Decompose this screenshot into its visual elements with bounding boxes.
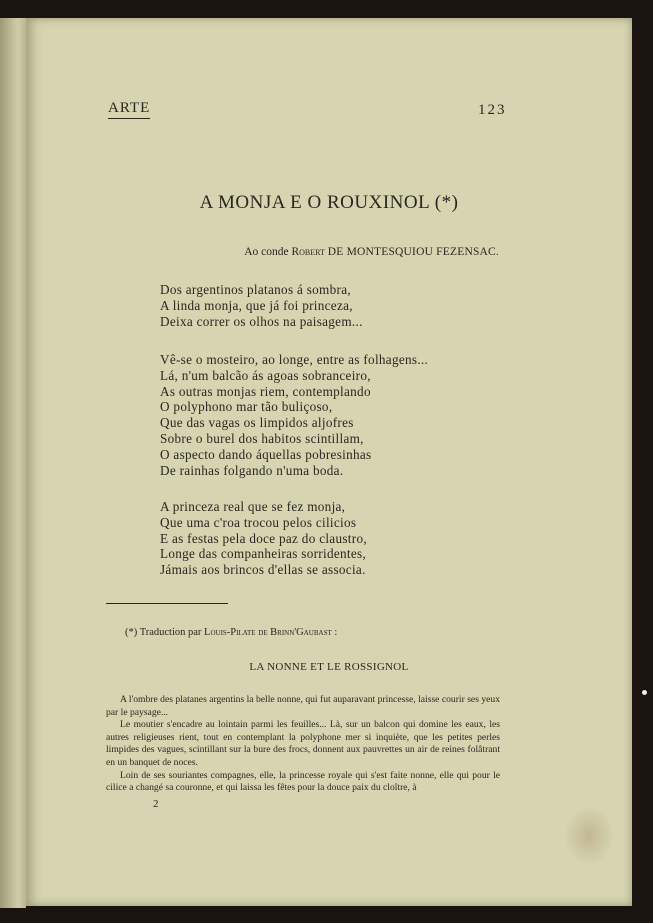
verse-line: De rainhas folgando n'uma boda. <box>160 462 344 478</box>
verse-line: Lá, n'um balcão ás agoas sobranceiro, <box>160 367 371 383</box>
verse-line: Sobre o burel dos habitos scintillam, <box>160 430 364 446</box>
page-number: 123 <box>478 102 507 118</box>
dedication-first-name: Robert <box>291 246 325 258</box>
verse-line: O aspecto dando áquellas pobresinhas <box>160 446 372 462</box>
dedication-prefix: Ao conde <box>244 246 289 258</box>
translation-paragraph: A l'ombre des platanes argentins la belle nonne, qui fut auparavant princesse, laisse courir ses yeux par le paysage... <box>106 694 500 718</box>
verse-line: A linda monja, que já foi princeza, <box>160 297 353 313</box>
dedication-surname: DE MONTESQUIOU FEZENSAC. <box>327 246 499 258</box>
verse-line: E as festas pela doce paz do claustro, <box>160 530 367 546</box>
verse-line: Que das vagas os limpidos aljofres <box>160 415 354 431</box>
verse-line: Jámais aos brincos d'ellas se associa. <box>160 562 366 578</box>
verse-line: O polyphono mar tão buliçoso, <box>160 399 333 415</box>
poem-dedication <box>244 246 499 258</box>
footnote-marker: (*) <box>125 627 138 638</box>
translation-paragraph: Le moutier s'encadre au lointain parmi les feuilles... Là, sur un balcon qui domine les eaux, les autres religieuses rient, tout en contemplant la polyphone mer si inquiète, que les petites perles limpides des vagues, scintillant sur la bure des frocs, donnent aux pauvrettes un air de reines folâtrant en un banquet de noces. <box>106 719 500 768</box>
stanza-3 <box>160 499 367 578</box>
facing-page-edge <box>0 18 26 908</box>
poem-title: A MONJA E O ROUXINOL (*) <box>199 192 459 213</box>
translation-paragraph: Loin de ses souriantes compagnes, elle, la princesse royale qui s'est faite nonne, elle qui pour le cilice a changé sa couronne, et qui laissa les fêtes pour la douce paix du cloître, à <box>106 769 500 794</box>
footnote-divider <box>106 603 228 604</box>
stanza-2 <box>160 352 428 478</box>
footnote-suffix: : <box>331 627 338 638</box>
translation-text <box>106 694 500 795</box>
verse-line: Vê-se o mosteiro, ao longe, entre as folhagens... <box>160 352 429 367</box>
verse-line: Longe das companheiras sorridentes, <box>160 546 367 562</box>
footnote-translator: Louis-Pilate de Brinn'Gaubast <box>204 627 332 638</box>
verse-line: A princeza real que se fez monja, <box>160 499 346 514</box>
verse-line: Deixa correr os olhos na paisagem... <box>160 313 363 329</box>
running-header-section: ARTE <box>108 100 150 119</box>
paper-speck <box>642 690 647 695</box>
footnote-intro: Traduction par <box>139 627 202 638</box>
verse-line: As outras monjas riem, contemplando <box>160 383 371 399</box>
book-page <box>26 18 632 906</box>
verse-line: Dos argentinos platanos á sombra, <box>160 282 351 297</box>
stanza-1 <box>160 282 363 329</box>
translation-title: LA NONNE ET LE ROSSIGNOL <box>249 661 409 673</box>
footnote-attribution <box>125 627 337 638</box>
signature-mark: 2 <box>153 798 159 810</box>
verse-line: Que uma c'roa trocou pelos cilicios <box>160 514 357 530</box>
paper-stain <box>564 806 614 866</box>
